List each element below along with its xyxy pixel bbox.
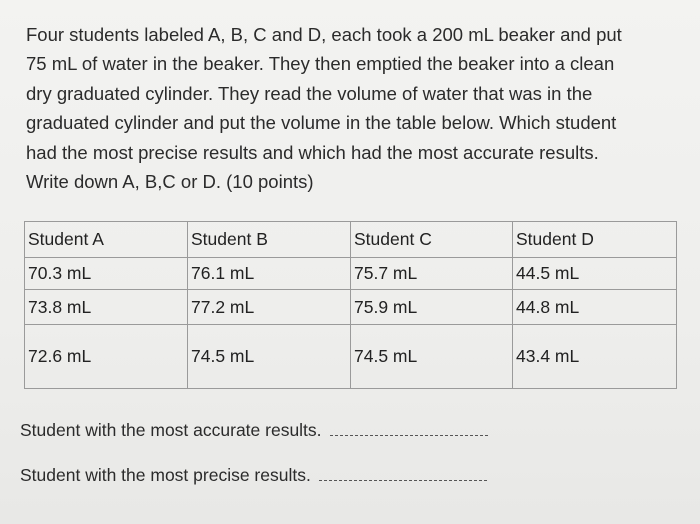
precise-answer-blank[interactable] bbox=[319, 466, 487, 481]
table-cell: 74.5 mL bbox=[188, 325, 351, 389]
table-cell: 43.4 mL bbox=[513, 325, 677, 389]
question-line: Write down A, B,C or D. (10 points) bbox=[26, 171, 314, 193]
table-row bbox=[25, 325, 677, 389]
table-cell: 44.5 mL bbox=[513, 258, 677, 290]
question-line: 75 mL of water in the beaker. They then emptied the beaker into a clean bbox=[26, 53, 615, 75]
table-cell: 75.9 mL bbox=[351, 290, 513, 325]
question-line: had the most precise results and which had the most accurate results. bbox=[26, 141, 599, 163]
header-student-d: Student D bbox=[513, 222, 677, 258]
table-cell: 74.5 mL bbox=[351, 325, 513, 389]
question-line: dry graduated cylinder. They read the volume of water that was in the bbox=[26, 82, 593, 104]
table-row bbox=[25, 290, 677, 325]
question-line: graduated cylinder and put the volume in the table below. Which student bbox=[26, 112, 617, 134]
precise-answer-label: Student with the most precise results. bbox=[20, 465, 311, 485]
question-text bbox=[26, 20, 676, 196]
table-cell: 76.1 mL bbox=[188, 258, 351, 290]
header-student-a: Student A bbox=[25, 222, 188, 258]
accurate-answer-line bbox=[20, 420, 488, 441]
table-cell: 72.6 mL bbox=[25, 325, 188, 389]
precise-answer-line bbox=[20, 465, 487, 486]
table-cell: 70.3 mL bbox=[25, 258, 188, 290]
header-student-c: Student C bbox=[351, 222, 513, 258]
measurements-table bbox=[24, 221, 677, 389]
table-header-row bbox=[25, 222, 677, 258]
question-line: Four students labeled A, B, C and D, each took a 200 mL beaker and put bbox=[26, 24, 622, 45]
accurate-answer-blank[interactable] bbox=[330, 421, 488, 436]
table-cell: 75.7 mL bbox=[351, 258, 513, 290]
table-cell: 77.2 mL bbox=[188, 290, 351, 325]
header-student-b: Student B bbox=[188, 222, 351, 258]
table-cell: 44.8 mL bbox=[513, 290, 677, 325]
accurate-answer-label: Student with the most accurate results. bbox=[20, 420, 322, 440]
table-cell: 73.8 mL bbox=[25, 290, 188, 325]
table-row bbox=[25, 258, 677, 290]
